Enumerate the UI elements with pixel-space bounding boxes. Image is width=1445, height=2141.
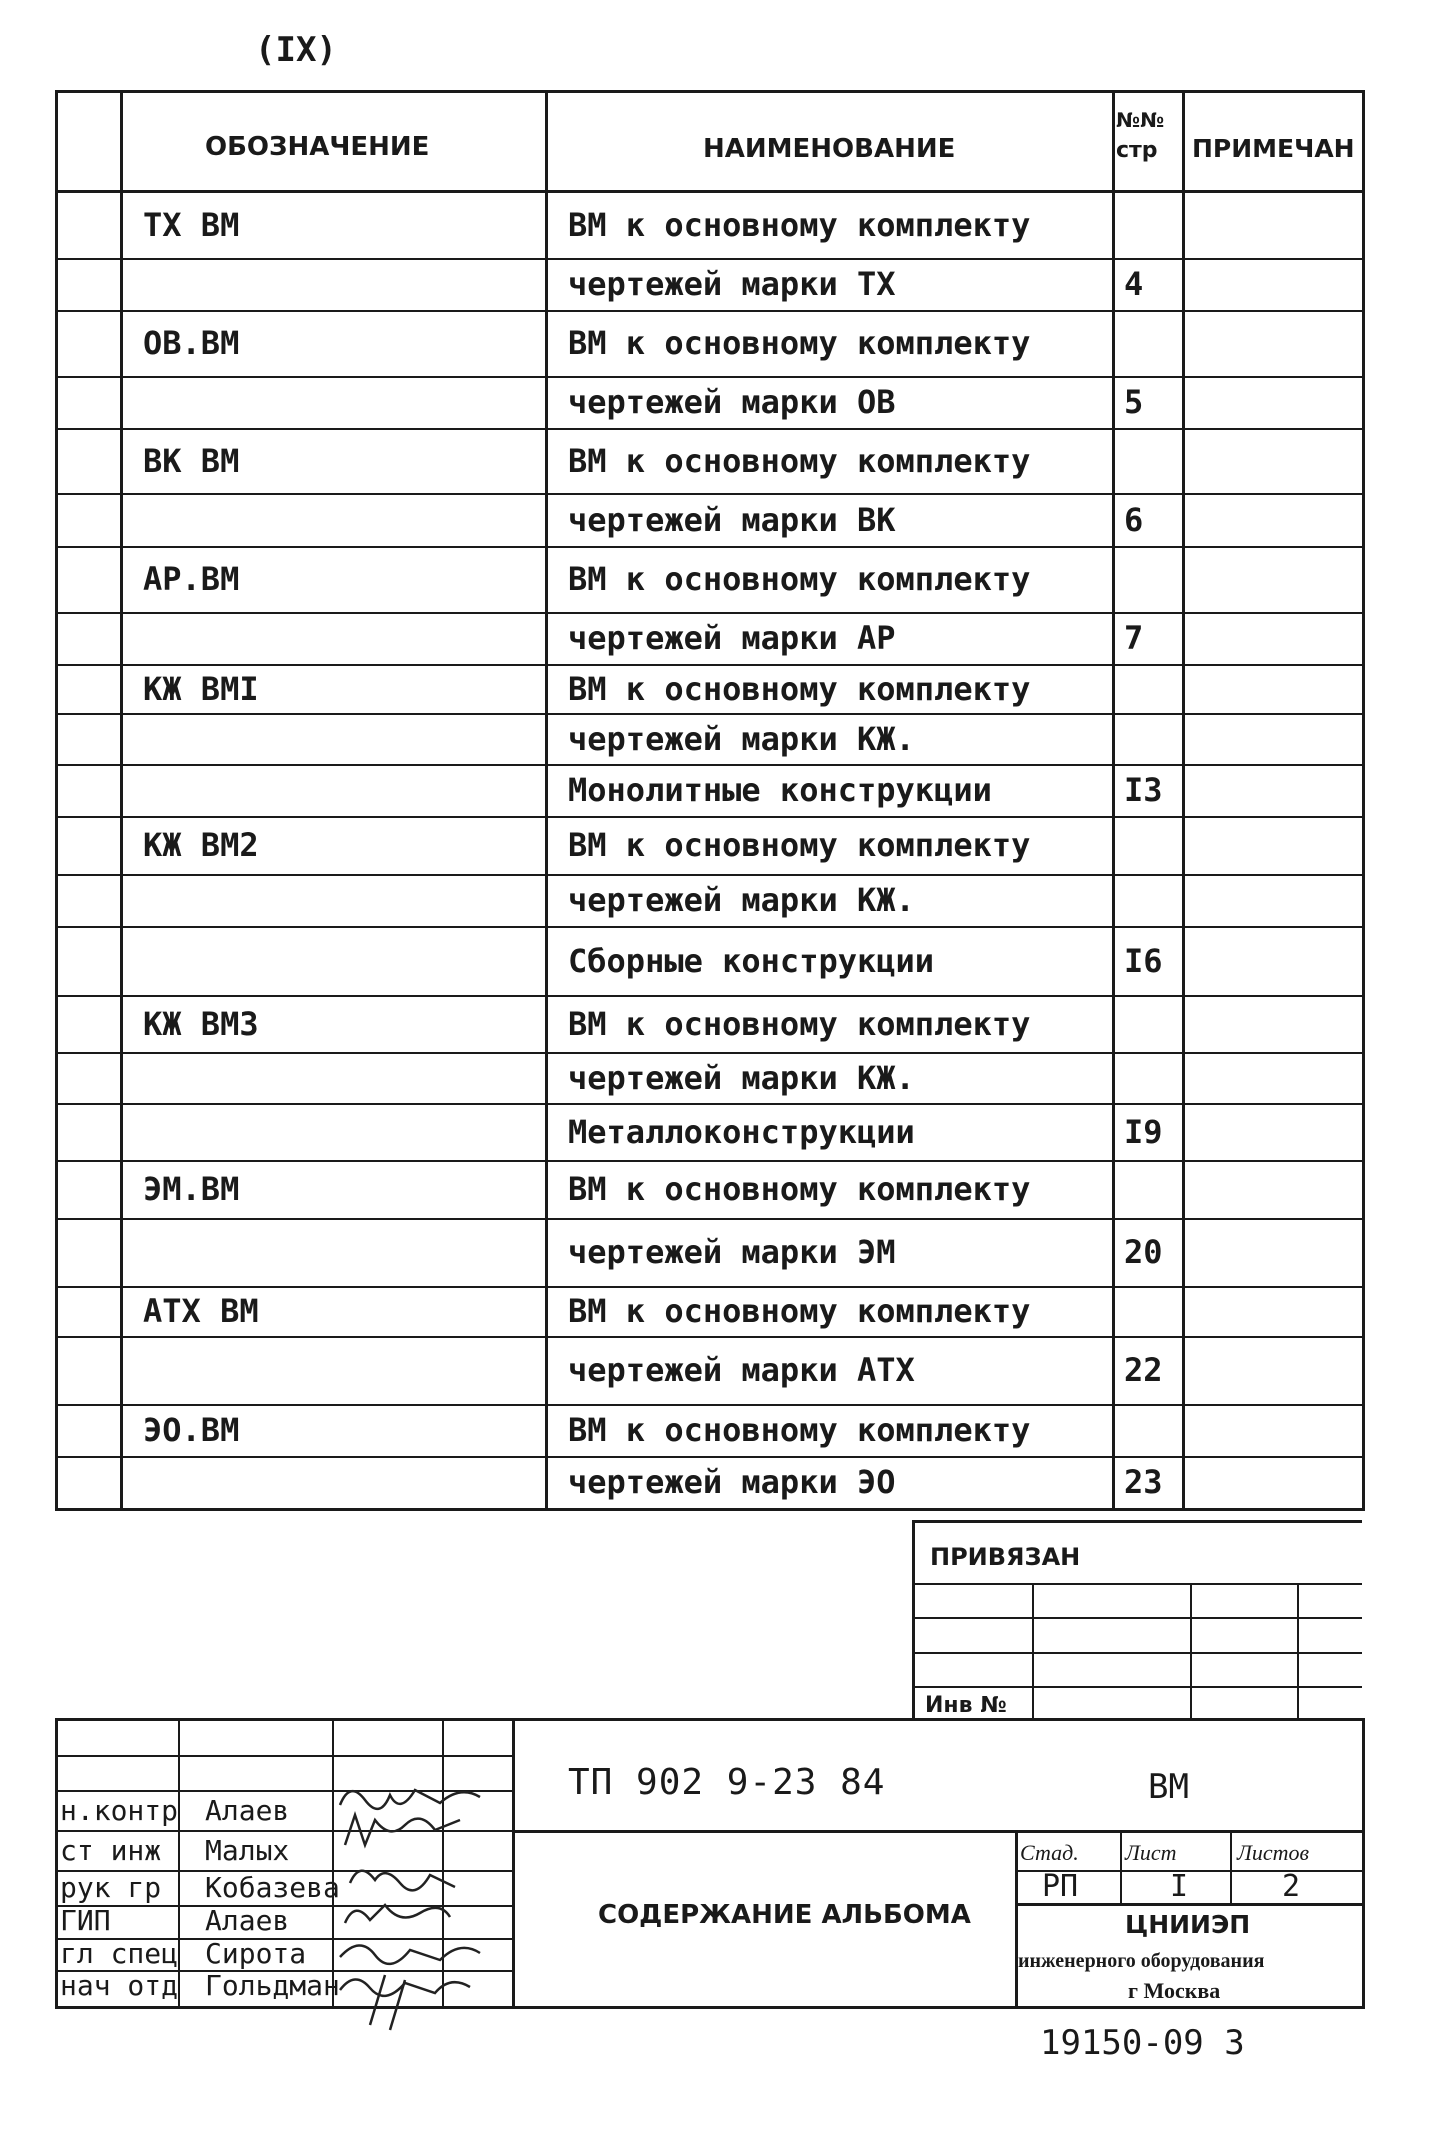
row-name: ВМ к основному комплекту (568, 1170, 1031, 1208)
signatory-role: нач отд (60, 1969, 179, 2002)
header-name: НАИМЕНОВАНИЕ (703, 134, 956, 164)
row-name: чертежей марки КЖ. (568, 719, 915, 758)
sheets-label: Листов (1237, 1840, 1310, 1865)
row-designation: ЭО.ВМ (143, 1411, 240, 1449)
row-name: ВМ к основному комплекту (568, 560, 1031, 598)
binding-title: ПРИВЯЗАН (930, 1543, 1081, 1571)
signatory-role: н.контр (60, 1794, 179, 1827)
row-name: чертежей марки ТХ (568, 265, 896, 303)
row-page-number: 23 (1124, 1463, 1163, 1501)
row-name: Сборные конструкции (568, 941, 935, 980)
row-name: чертежей марки КЖ. (568, 881, 915, 919)
stage-value: РП (1042, 1869, 1079, 1904)
row-page-number: 20 (1124, 1233, 1163, 1271)
row-name: чертежей марки АР (568, 619, 896, 657)
row-page-number: I3 (1124, 771, 1163, 809)
row-designation: ОВ.ВМ (143, 324, 240, 362)
document-mark: ВМ (1148, 1767, 1189, 1807)
row-name: ВМ к основному комплекту (568, 206, 1031, 244)
row-name: Металлоконструкции (568, 1112, 915, 1151)
row-page-number: I6 (1124, 941, 1163, 980)
row-designation: АТХ ВМ (143, 1292, 259, 1330)
row-page-number: 22 (1124, 1351, 1163, 1389)
row-name: чертежей марки АТХ (568, 1351, 915, 1389)
row-name: ВМ к основному комплекту (568, 1004, 1031, 1043)
row-name: чертежей марки ЭМ (568, 1233, 896, 1271)
header-page-label: стр (1116, 138, 1158, 163)
header-designation: ОБОЗНАЧЕНИЕ (205, 132, 430, 162)
organization-department: инженерного оборудования (1018, 1950, 1265, 1972)
signatory-role: рук гр (60, 1871, 162, 1904)
row-page-number: 5 (1124, 383, 1144, 421)
row-designation: ТХ ВМ (143, 206, 240, 244)
row-name: ВМ к основному комплекту (568, 1411, 1031, 1449)
row-designation: ЭМ.ВМ (143, 1170, 240, 1208)
header-page-number: №№ (1116, 108, 1165, 132)
sheet-marker: (IX) (255, 30, 337, 70)
row-page-number: 4 (1124, 265, 1144, 303)
row-name: ВМ к основному комплекту (568, 669, 1031, 708)
organization-city: г Москва (1128, 1978, 1221, 2003)
row-name: ВМ к основному комплекту (568, 441, 1031, 480)
row-designation: КЖ ВМ2 (143, 826, 259, 864)
signatory-role: гл спец (60, 1937, 179, 1970)
row-name: ВМ к основному комплекту (568, 826, 1031, 864)
signatory-name: Кобазева (205, 1871, 340, 1904)
organization-name: ЦНИИЭП (1125, 1910, 1251, 1939)
signatory-role: ст инж (60, 1834, 162, 1867)
row-designation: АР.ВМ (143, 560, 240, 598)
signatory-name: Малых (205, 1834, 290, 1867)
signatory-name: Сирота (205, 1937, 307, 1970)
document-title: СОДЕРЖАНИЕ АЛЬБОМА (598, 1900, 971, 1930)
row-name: чертежей марки ВК (568, 500, 896, 539)
signatory-name: Гольдман (205, 1969, 340, 2002)
row-page-number: 7 (1124, 619, 1144, 657)
row-page-number: I9 (1124, 1112, 1163, 1151)
sheet-label: Лист (1125, 1840, 1177, 1865)
row-name: чертежей марки ОВ (568, 383, 896, 421)
row-page-number: 6 (1124, 500, 1144, 539)
signatory-name: Алаев (205, 1904, 290, 1937)
document-code: ТП 902 9-23 84 (568, 1762, 886, 1803)
signatory-name: Алаев (205, 1794, 290, 1827)
sheets-value: 2 (1282, 1869, 1301, 1904)
row-designation: КЖ ВМI (143, 669, 259, 708)
header-note: ПРИМЕЧАН (1192, 134, 1355, 163)
inventory-label: Инв № (925, 1693, 1007, 1718)
stage-label: Стад. (1020, 1840, 1079, 1865)
row-name: Монолитные конструкции (568, 771, 992, 809)
signatory-role: ГИП (60, 1904, 111, 1937)
row-designation: ВК ВМ (143, 441, 240, 480)
footer-number: 19150-09 3 (1040, 2023, 1245, 2063)
row-name: чертежей марки КЖ. (568, 1058, 915, 1097)
row-designation: КЖ ВМ3 (143, 1004, 259, 1043)
row-name: ВМ к основному комплекту (568, 324, 1031, 362)
sheet-value: I (1170, 1869, 1189, 1904)
row-name: ВМ к основному комплекту (568, 1292, 1031, 1330)
handwritten-signatures (330, 1775, 530, 2075)
row-name: чертежей марки ЭО (568, 1463, 896, 1501)
